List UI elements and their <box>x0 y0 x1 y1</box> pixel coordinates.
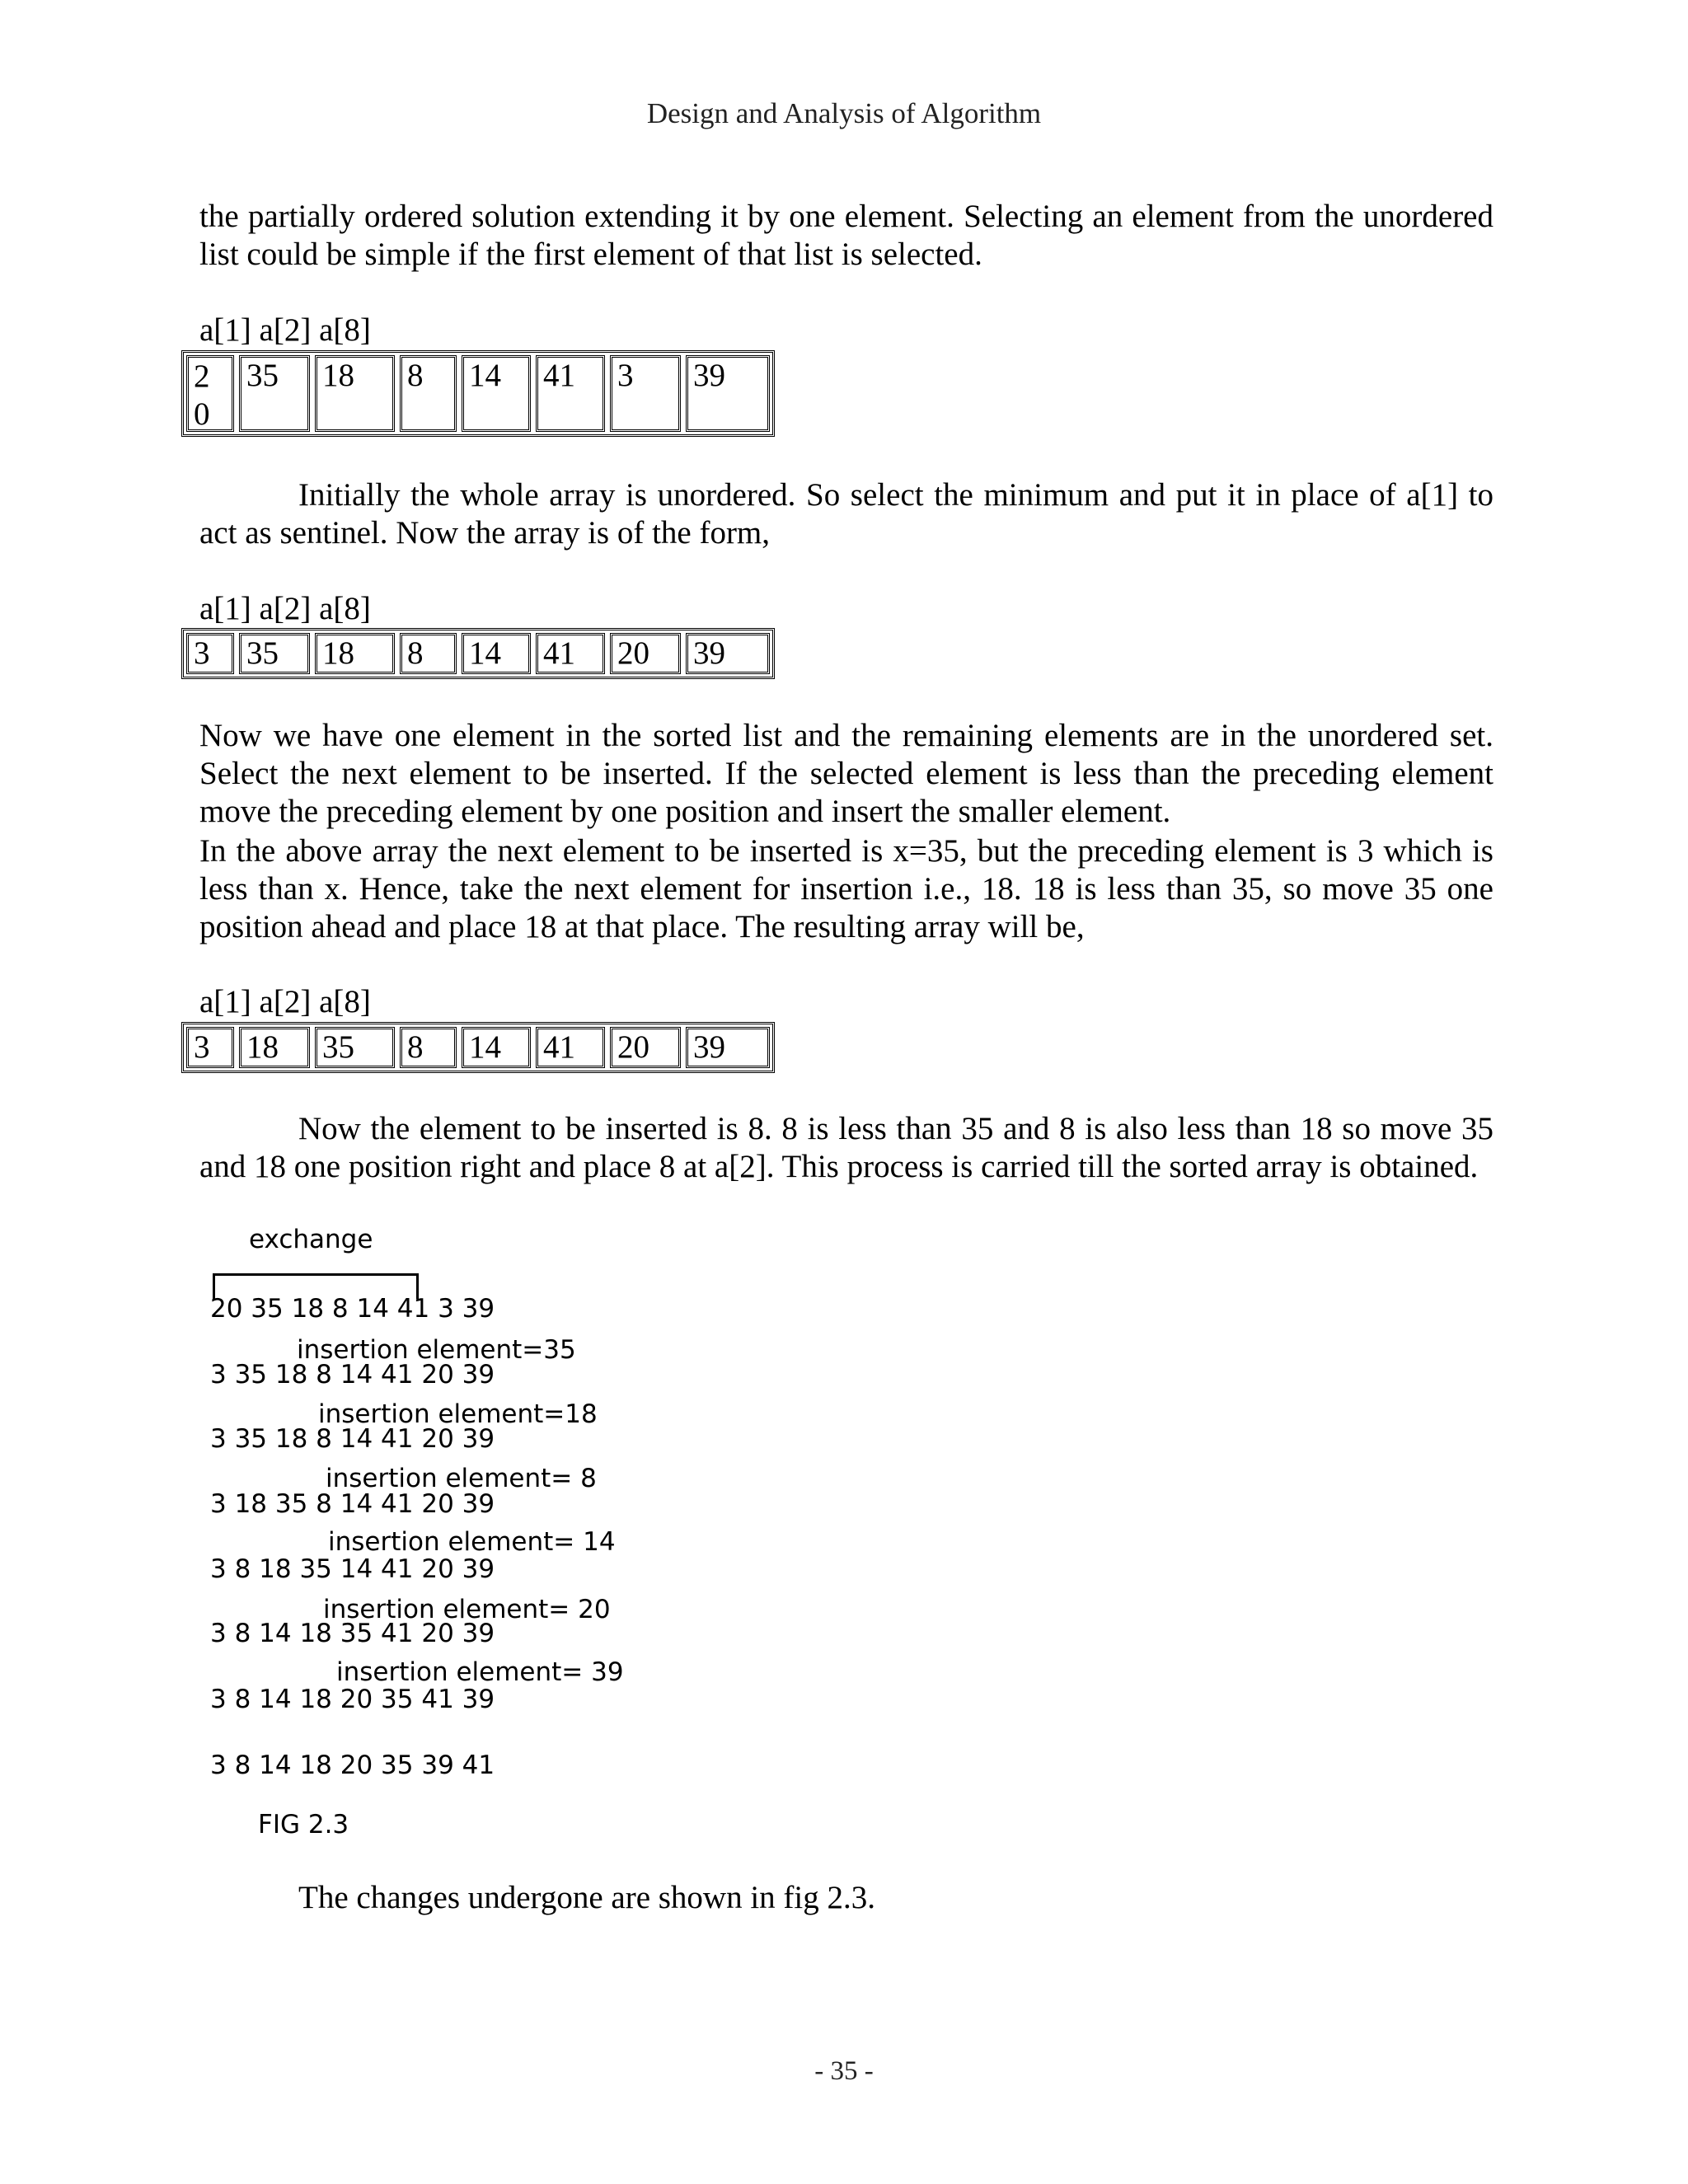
array-cell: 14 <box>462 1027 531 1068</box>
array-cell: 41 <box>536 1027 605 1068</box>
insertion-label: insertion element=35 <box>297 1335 576 1365</box>
array-cell: 3 <box>186 1027 234 1068</box>
array-cell: 8 <box>400 633 457 674</box>
figure-row: 3 8 14 18 20 35 39 41 <box>210 1750 495 1780</box>
insertion-label: insertion element= 8 <box>326 1464 597 1493</box>
paragraph-2: Initially the whole array is unordered. So select the minimum and put it in place of a[1] to act as sentinel. Now the array is of the form, <box>199 477 1493 551</box>
insertion-label: insertion element= 20 <box>323 1595 611 1624</box>
array-cell: 14 <box>462 355 531 432</box>
array-label-3: a[1] a[2] a[8] <box>199 984 371 1019</box>
array-cell: 39 <box>686 355 770 432</box>
page-number: - 35 - <box>814 2056 874 2086</box>
array-cell: 35 <box>239 633 310 674</box>
figure-row: 3 35 18 8 14 41 20 39 <box>210 1360 495 1390</box>
array-cell: 14 <box>462 633 531 674</box>
array-cell: 8 <box>400 355 457 432</box>
array-cell: 39 <box>686 1027 770 1068</box>
figure-caption: FIG 2.3 <box>258 1810 349 1840</box>
figure-row: 3 8 18 35 14 41 20 39 <box>210 1554 495 1584</box>
array-cell: 18 <box>315 355 395 432</box>
array-cell: 2 0 <box>186 355 234 432</box>
figure-row: 3 8 14 18 35 41 20 39 <box>210 1619 495 1648</box>
exchange-label: exchange <box>249 1225 373 1254</box>
insertion-label: insertion element= 14 <box>328 1527 616 1557</box>
array-table-1 <box>181 350 775 437</box>
array-cell: 18 <box>315 633 395 674</box>
array-cell: 3 <box>610 355 681 432</box>
running-header: Design and Analysis of Algorithm <box>646 97 1042 129</box>
array-cell: 41 <box>536 633 605 674</box>
figure-row: 3 18 35 8 14 41 20 39 <box>210 1489 495 1519</box>
array-cell: 3 <box>186 633 234 674</box>
array-cell: 35 <box>239 355 310 432</box>
array-cell: 39 <box>686 633 770 674</box>
array-cell: 18 <box>239 1027 310 1068</box>
insertion-label: insertion element= 39 <box>336 1657 624 1687</box>
array-label-2: a[1] a[2] a[8] <box>199 591 371 626</box>
array-table-2 <box>181 628 775 679</box>
array-cell: 20 <box>610 1027 681 1068</box>
figure-row: 3 8 14 18 20 35 41 39 <box>210 1685 495 1714</box>
paragraph-4: Now the element to be inserted is 8. 8 is less than 35 and 8 is also less than 18 so move 35 and 18 one position right and place 8 at a[2]. This process is carried till the sorted array is obtained. <box>199 1111 1493 1184</box>
array-cell: 8 <box>400 1027 457 1068</box>
paragraph-1: the partially ordered solution extending it by one element. Selecting an element from the unordered list could be simple if the first element of that list is selected. <box>199 199 1493 272</box>
insertion-label: insertion element=18 <box>318 1399 598 1429</box>
array-cell: 41 <box>536 355 605 432</box>
figure-row: 3 35 18 8 14 41 20 39 <box>210 1424 495 1454</box>
paragraph-3b: In the above array the next element to be inserted is x=35, but the preceding element is 3 which is less than x. Hence, take the next element for insertion i.e., 18. 18 is less than 35, so move 35 one position ahead and place 18 at that place. The resulting array will be, <box>199 833 1493 944</box>
array-cell: 35 <box>315 1027 395 1068</box>
paragraph-3a: Now we have one element in the sorted list and the remaining elements are in the unordered set. Select the next element to be inserted. If the selected element is less than the preceding element move the preceding element by one position and insert the smaller element. <box>199 718 1493 829</box>
array-table-3 <box>181 1022 775 1073</box>
array-label-1: a[1] a[2] a[8] <box>199 312 371 348</box>
array-cell: 20 <box>610 633 681 674</box>
paragraph-5: The changes undergone are shown in fig 2.3. <box>298 1880 876 1915</box>
figure-row: 20 35 18 8 14 41 3 39 <box>210 1294 495 1324</box>
